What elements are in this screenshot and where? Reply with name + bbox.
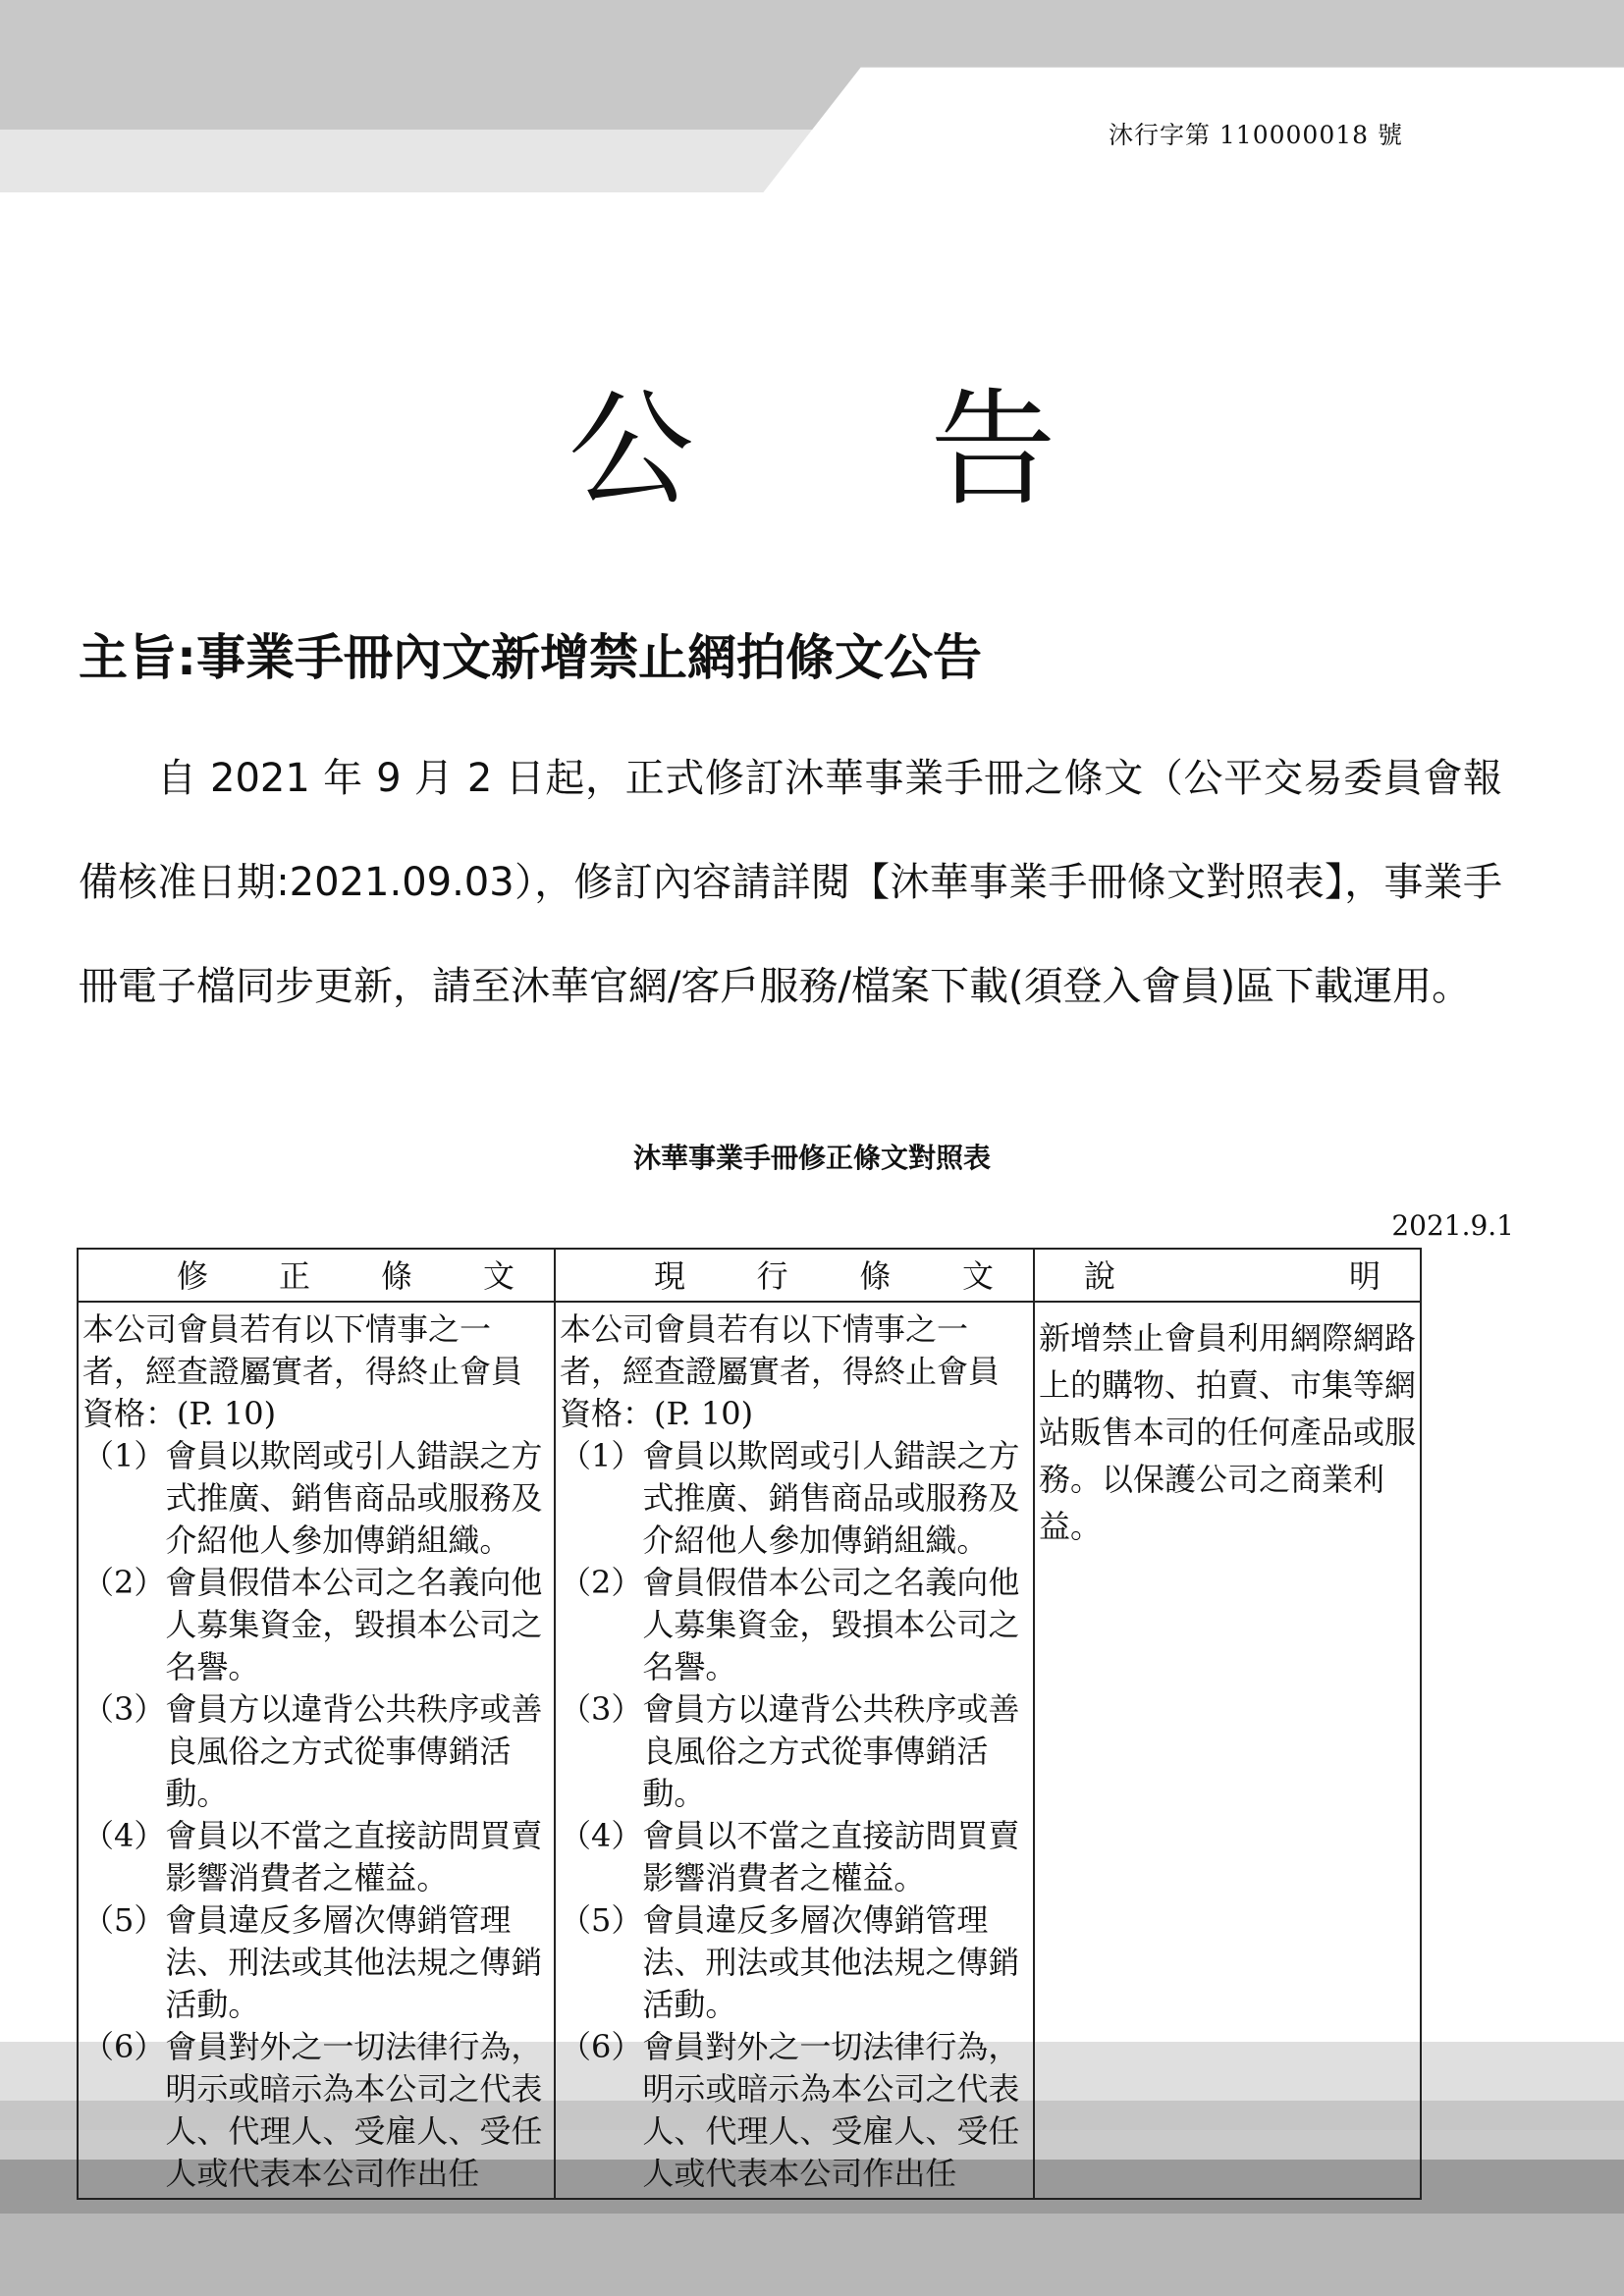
list-item: （2） 會員假借本公司之名義向他人募集資金，毀損本公司之名譽。 bbox=[560, 1564, 1020, 1685]
subject-heading: 主旨:事業手冊內文新增禁止網拍條文公告 bbox=[79, 629, 982, 686]
table-title: 沐華事業手冊修正條文對照表 bbox=[632, 1142, 991, 1174]
list-item: （4） 會員以不當之直接訪問買賣影響消費者之權益。 bbox=[82, 1817, 543, 1896]
current-cell bbox=[556, 1303, 1033, 2195]
clause-intro: 本公司會員若有以下情事之一者，經查證屬實者，得終止會員資格：(P. 10) bbox=[82, 1310, 523, 1432]
column-header-note: 說 明 bbox=[1035, 1250, 1420, 1303]
table-date: 2021.9.1 bbox=[1391, 1209, 1514, 1242]
list-item: （1） 會員以欺罔或引人錯誤之方式推廣、銷售商品或服務及介紹他人參加傳銷組織。 bbox=[560, 1437, 1020, 1559]
list-item: （6） 會員對外之一切法律行為，明示或暗示為本公司之代表人、代理人、受雇人、受任人或代表本公司作出任 bbox=[560, 2028, 1020, 2192]
list-item: （2） 會員假借本公司之名義向他人募集資金，毀損本公司之名譽。 bbox=[82, 1564, 543, 1685]
list-item: （3） 會員方以違背公共秩序或善良風俗之方式從事傳銷活動。 bbox=[560, 1690, 1020, 1812]
column-header-current: 現 行 條 文 bbox=[556, 1250, 1033, 1303]
current-column bbox=[556, 1250, 1035, 2198]
footer-band bbox=[0, 2214, 1624, 2296]
list-item: （6） 會員對外之一切法律行為，明示或暗示為本公司之代表人、代理人、受雇人、受任人或代表本公司作出任 bbox=[82, 2028, 543, 2192]
list-item: （5） 會員違反多層次傳銷管理法、刑法或其他法規之傳銷活動。 bbox=[82, 1901, 543, 2023]
list-item: （4） 會員以不當之直接訪問買賣影響消費者之權益。 bbox=[560, 1817, 1020, 1896]
revised-column bbox=[79, 1250, 556, 2198]
note-column bbox=[1035, 1250, 1420, 2198]
list-item: （5） 會員違反多層次傳銷管理法、刑法或其他法規之傳銷活動。 bbox=[560, 1901, 1020, 2023]
column-header-revised: 修 正 條 文 bbox=[79, 1250, 554, 1303]
list-item: （1） 會員以欺罔或引人錯誤之方式推廣、銷售商品或服務及介紹他人參加傳銷組織。 bbox=[82, 1437, 543, 1559]
note-cell: 新增禁止會員利用網際網路上的購物、拍賣、市集等網站販售本司的任何產品或服務。以保護公司之商業利益。 bbox=[1039, 1319, 1417, 1545]
comparison-table bbox=[77, 1248, 1422, 2200]
announcement-body: 自 2021 年 9 月 2 日起，正式修訂沐華事業手冊之條文（公平交易委員會報備核准日期:2021.09.03），修訂內容請詳閱【沐華事業手冊條文對照表】，事業手冊電子檔同步更新，請至沐華官網/客戶服務/檔案下載(須登入會員)區下載運用。 bbox=[79, 756, 1502, 1009]
list-item: （3） 會員方以違背公共秩序或善良風俗之方式從事傳銷活動。 bbox=[82, 1690, 543, 1812]
clause-intro: 本公司會員若有以下情事之一者，經查證屬實者，得終止會員資格：(P. 10) bbox=[560, 1310, 1001, 1432]
revised-cell bbox=[79, 1303, 554, 2195]
document-number: 沐行字第 110000018 號 bbox=[1108, 121, 1403, 149]
page-title: 公 告 bbox=[568, 377, 1155, 523]
